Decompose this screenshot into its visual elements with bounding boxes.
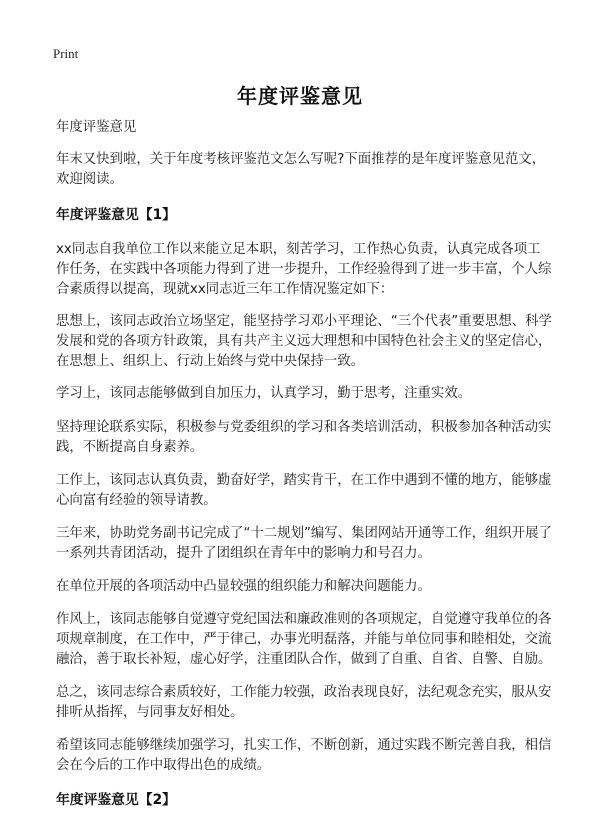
section-heading-1: 年度评鉴意见【1】 [56, 207, 176, 223]
paragraph: 在单位开展的各项活动中凸显较强的组织能力和解决问题能力。 [56, 579, 431, 594]
paragraph: 作风上，该同志能够自觉遵守党纪国法和廉政准则的各项规定，自觉遵守我单位的各项规章制度，在工作中，严于律己，办事光明磊落，并能与单位同事和睦相处，交流融洽，善于取长补短，虚心好学，注重团队合作，做到了自重、自省、自警、自励。 [56, 612, 552, 667]
paragraph: 思想上，该同志政治立场坚定，能坚持学习邓小平理论、“三个代表”重要思想、科学发展和党的各项方针政策，具有共产主义远大理想和中国特色社会主义的坚定信心，在思想上、组织上、行动上始终与党中央保持一致。 [56, 314, 552, 369]
paragraph: 坚持理论联系实际，积极参与党委组织的学习和各类培训活动，积极参加各种活动实践，不断提高自身素养。 [56, 420, 552, 455]
paragraph: xx同志自我单位工作以来能立足本职，刻苦学习，工作热心负责，认真完成各项工作任务，在实践中各项能力得到了进一步提升，工作经验得到了进一步丰富，个人综合素质得以提高，现就xx同志近三年工作情况鉴定如下： [56, 242, 552, 297]
paragraph: 三年来，协助党务副书记完成了“十二规划”编写、集团网站开通等工作，组织开展了一系列共青团活动，提升了团组织在青年中的影响力和号召力。 [56, 526, 552, 561]
article-body [56, 118, 552, 810]
paragraph: 总之，该同志综合素质较好，工作能力较强，政治表现良好，法纪观念充实，服从安排听从指挥，与同事友好相处。 [56, 685, 552, 720]
paragraph: 学习上，该同志能够做到自加压力，认真学习，勤于思考，注重实效。 [56, 386, 472, 401]
paragraph: 工作上，该同志认真负责，勤奋好学，踏实肯干，在工作中遇到不懂的地方，能够虚心向富有经验的领导请教。 [56, 473, 552, 508]
intro-paragraph: 年末又快到啦，关于年度考核评鉴范文怎么写呢?下面推荐的是年度评鉴意见范文，欢迎阅读。 [56, 152, 546, 187]
paragraph: 希望该同志能够继续加强学习，扎实工作，不断创新，通过实践不断完善自我，相信会在今后的工作中取得出色的成绩。 [56, 738, 552, 773]
article-subtitle: 年度评鉴意见 [56, 120, 137, 135]
page-title: 年度评鉴意见 [237, 84, 363, 108]
section-heading-2: 年度评鉴意见【2】 [56, 792, 176, 808]
print-link[interactable]: Print [53, 46, 79, 61]
